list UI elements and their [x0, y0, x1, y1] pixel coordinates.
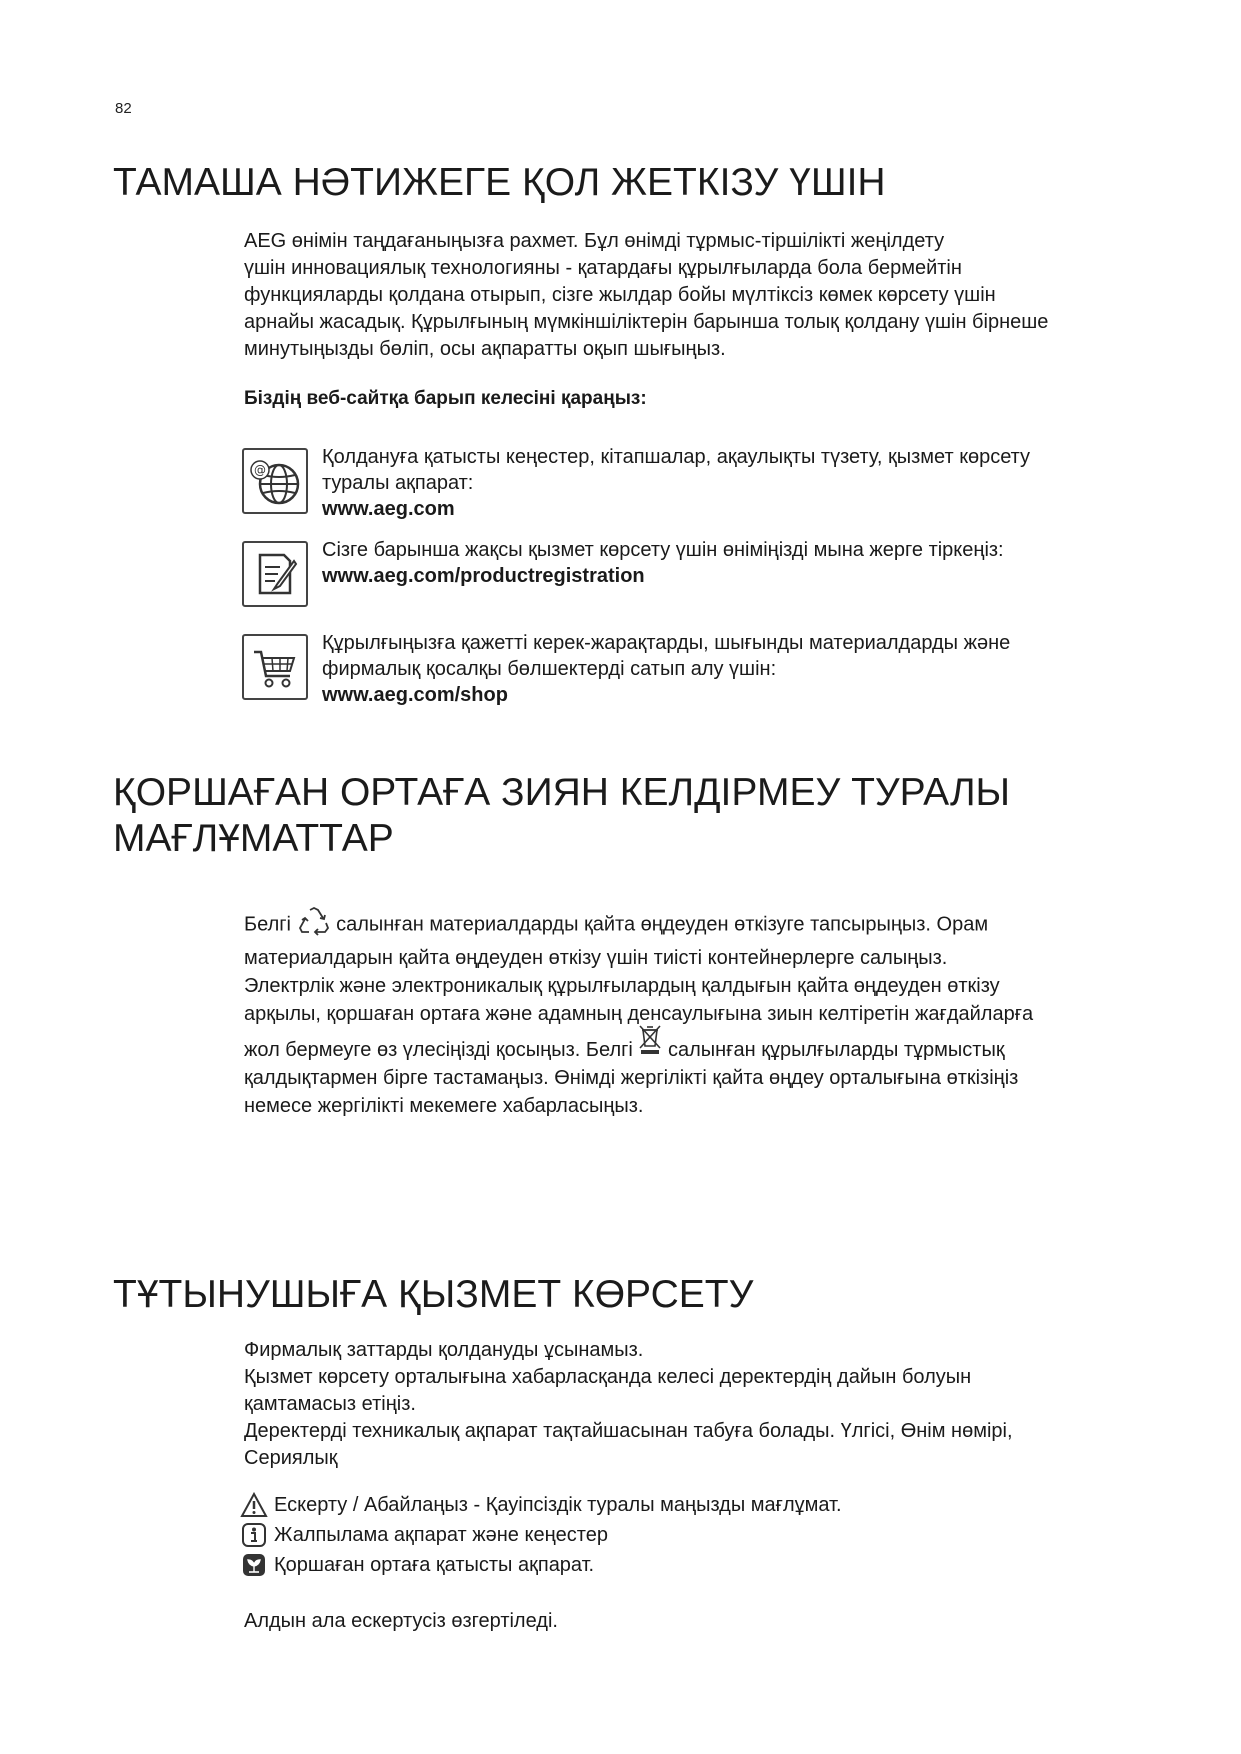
section-title-customer-care: ТҰТЫНУШЫҒА ҚЫЗМЕТ КӨРСЕТУ [113, 1273, 754, 1316]
section-title-best-results: ТАМАША НӘТИЖЕГЕ ҚОЛ ЖЕТКІЗУ ҮШІН [113, 161, 886, 204]
legend-item-environment [240, 1550, 842, 1580]
symbol-legend [240, 1490, 842, 1580]
env-text: жол бермеуге өз үлесіңізді қосыңыз. Белгі [244, 1039, 633, 1061]
legend-label: Жалпылама ақпарат және кеңестер [274, 1524, 608, 1546]
intro-line: AEG өнімін таңдағаныңызға рахмет. Бұл өнімді тұрмыс-тіршілікті жеңілдету [244, 230, 945, 252]
intro-line: арнайы жасадық. Құрылғының мүмкіншіліктерін барынша толық қолдану үшін бірнеше [244, 311, 1049, 333]
env-text: салынған құрылғыларды тұрмыстық [668, 1039, 1005, 1061]
web-item-shop [242, 634, 1142, 708]
recycle-icon [297, 906, 331, 944]
env-text: материалдарын қайта өңдеуден өткізу үшін тиісті контейнерлерге салыңыз. [244, 947, 948, 969]
info-icon [240, 1522, 268, 1548]
crossed-bin-icon [638, 1024, 662, 1064]
intro-paragraph [244, 228, 1144, 363]
title-line: МАҒЛҰМАТТАР [113, 817, 394, 860]
environment-paragraph [244, 906, 1164, 1120]
web-item-text: Сізге барынша жақсы қызмет көрсету үшін өніміңізді мына жерге тіркеңіз: [322, 539, 1004, 561]
web-item-registration [242, 541, 1142, 607]
shopping-cart-icon [242, 634, 308, 700]
title-line: ҚОРШАҒАН ОРТАҒА ЗИЯН КЕЛДІРМЕУ ТУРАЛЫ [113, 771, 1011, 814]
page-number: 82 [115, 100, 132, 117]
intro-line: үшін инновациялық технологияны - қатардағы құрылғыларда бола бермейтін [244, 257, 962, 279]
web-item-text: фирмалық қосалқы бөлшектерді сатып алу үшін: [322, 658, 777, 680]
web-item-text: Құрылғыңызға қажетті керек-жарақтарды, шығынды материалдарды және [322, 632, 1011, 654]
web-item-text: туралы ақпарат: [322, 472, 474, 494]
link-product-registration[interactable]: www.aeg.com/productregistration [322, 565, 645, 587]
env-text: Электрлік және электроникалық құрылғылардың қалдығын қайта өңдеуден өткізу [244, 975, 1000, 997]
care-line: Қызмет көрсету орталығына хабарласқанда келесі деректердің дайын болуын [244, 1366, 972, 1388]
link-aeg-shop[interactable]: www.aeg.com/shop [322, 684, 508, 706]
legend-label: Ескерту / Абайлаңыз - Қауіпсіздік туралы маңызды мағлұмат. [274, 1494, 842, 1516]
footer-note: Алдын ала ескертусіз өзгертіледі. [244, 1610, 558, 1632]
care-line: Сериялық [244, 1447, 338, 1469]
env-text: арқылы, қоршаған ортаға және адамның денсаулығына зиын келтіретін жағдайларға [244, 1003, 1034, 1025]
env-text: Белгі [244, 913, 291, 936]
care-line: Фирмалық заттарды қолдануды ұсынамыз. [244, 1339, 644, 1361]
environment-icon [240, 1552, 268, 1578]
env-text: салынған материалдарды қайта өңдеуден өткізуге тапсырыңыз. Орам [336, 913, 989, 936]
legend-item-warning [240, 1490, 842, 1520]
legend-label: Қоршаған ортаға қатысты ақпарат. [274, 1554, 595, 1576]
section-title-environment [113, 770, 1113, 862]
registration-icon [242, 541, 308, 607]
web-item-info [242, 448, 1142, 522]
globe-icon [242, 448, 308, 514]
intro-line: функцияларды қолдана отырып, сізге жылдар бойы мүлтіксіз көмек көрсету үшін [244, 284, 996, 306]
legend-item-info [240, 1520, 842, 1550]
link-aeg-com[interactable]: www.aeg.com [322, 498, 455, 520]
customer-care-paragraph [244, 1337, 1144, 1472]
env-text: немесе жергілікті мекемеге хабарласыңыз. [244, 1095, 644, 1117]
care-line: қамтамасыз етіңіз. [244, 1393, 416, 1415]
website-heading: Біздің веб-сайтқа барып келесіні қараңыз: [244, 388, 647, 409]
care-line: Деректерді техникалық ақпарат тақтайшасынан табуға болады. Үлгісі, Өнім нөмірі, [244, 1420, 1013, 1442]
warning-icon [240, 1492, 268, 1518]
web-item-text: Қолдануға қатысты кеңестер, кітапшалар, ақаулықты түзету, қызмет көрсету [322, 446, 1031, 468]
svg-text:@: @ [254, 463, 266, 477]
env-text: қалдықтармен бірге тастамаңыз. Өнімді жергілікті қайта өңдеу орталығына өткізіңіз [244, 1067, 1019, 1089]
intro-line: минутыңызды бөліп, осы ақпаратты оқып шығыңыз. [244, 338, 726, 360]
